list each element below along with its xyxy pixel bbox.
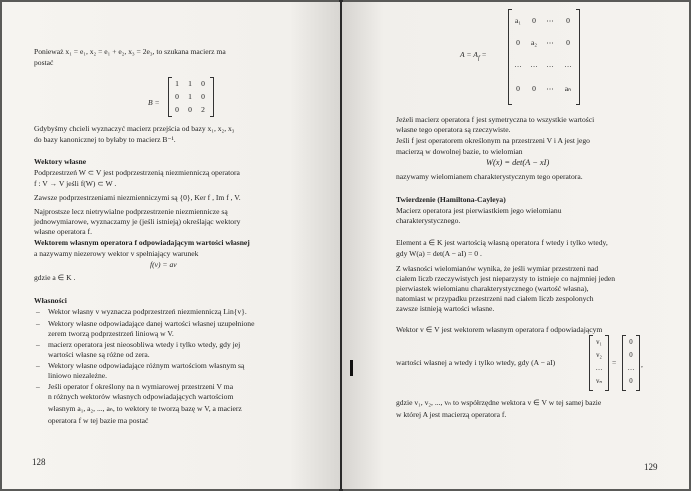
eigenvalue-text: gdy W(a) = det(A − aI) = 0 . xyxy=(396,249,482,258)
matrix-b-cell: 0 xyxy=(188,105,192,114)
matrix-b-label: B = xyxy=(148,98,160,107)
comma: , xyxy=(641,360,643,369)
bullet-dash: – xyxy=(36,319,40,328)
theorem-heading: Twierdzenie (Hamiltona-Cayleya) xyxy=(396,195,506,204)
eigen-text: a nazywamy niezerowy wektor v spełniający warunek xyxy=(34,249,199,258)
matrix-a-cell: … xyxy=(564,60,572,69)
property-item: operatora f w tej bazie ma postać xyxy=(48,416,149,425)
left-page xyxy=(2,2,340,489)
eigen-heading: Wektory własne xyxy=(34,157,87,166)
matrix-a-cell: 0 xyxy=(516,84,520,93)
matrix-a-cell: a₂ xyxy=(530,38,538,47)
symmetric-text: Jeśli f jest operatorem określonym na przestrzeni V i A jest jego xyxy=(396,136,590,145)
char-poly-text: nazywamy wielomianem charakterystycznym tego operatora. xyxy=(396,172,583,181)
matrix-a-cell: a₁ xyxy=(514,16,522,25)
matrix-a-cell: ⋯ xyxy=(546,84,554,93)
field-text: zawsze istnieją wartości własne. xyxy=(396,304,495,313)
vector-v-entry: … xyxy=(595,365,603,372)
after-b-line-2: do bazy kanonicznej to byłaby to macierz B⁻¹. xyxy=(34,135,176,144)
vector-v-entry: v₁ xyxy=(596,339,602,346)
property-item: n różnych wektorów własnych odpowiadających wartościom xyxy=(48,392,234,401)
property-item: Wektor własny v wyznacza podprzestrzeń niezmienniczą Lin{v}. xyxy=(48,307,247,316)
vector-v-entry: vₙ xyxy=(595,378,603,385)
bullet-dash: – xyxy=(36,361,40,370)
bullet-dash: – xyxy=(36,382,40,391)
matrix-a-subscript: f xyxy=(477,55,480,62)
symmetric-text: macierzą w dowolnej bazie, to wielomian xyxy=(396,147,523,156)
vector-v xyxy=(589,336,609,390)
vector-zero-entry: 0 xyxy=(629,378,633,385)
matrix-b-cell: 1 xyxy=(188,92,192,101)
matrix-b-cell: 0 xyxy=(201,79,205,88)
bullet-dash: – xyxy=(36,307,40,316)
page-number-left: 128 xyxy=(32,457,46,467)
intro-line-2: postać xyxy=(34,58,54,67)
end-text: gdzie v₁, v₂, ..., vₙ to współrzędne wektora v ∈ V w tej samej bazie xyxy=(396,398,602,407)
char-poly-formula: W(x) = det(A − xI) xyxy=(486,158,550,167)
end-text: w której A jest macierzą operatora f. xyxy=(396,410,507,419)
property-item: zerem tworzą podprzestrzeń liniową w V. xyxy=(48,329,174,338)
matrix-a-cell: … xyxy=(514,60,522,69)
binding-marker xyxy=(350,360,353,376)
bullet-dash: – xyxy=(36,340,40,349)
field-text: natomiast w przypadku przestrzeni nad ciałem liczb zespolonych xyxy=(396,294,594,303)
matrix-a-cell: 0 xyxy=(566,16,570,25)
matrix-a-cell: 0 xyxy=(532,84,536,93)
after-b-line-1: Gdybyśmy chcieli wyznaczyć macierz przejścia od bazy x₁, x₂, x₃ xyxy=(34,124,235,133)
symmetric-text: Jeżeli macierz operatora f jest symetryczna to wszystkie wartości xyxy=(396,115,595,124)
vector-v-entry: v₂ xyxy=(596,352,602,359)
matrix-a-cell: … xyxy=(530,60,538,69)
eigen-text: Zawsze podprzestrzeniami niezmienniczymi są {0}, Ker f , Im f , V. xyxy=(34,193,241,202)
right-page xyxy=(342,2,689,489)
matrix-b xyxy=(168,78,214,116)
matrix-b-cell: 0 xyxy=(175,92,179,101)
eigen-text: własne operatora f. xyxy=(34,227,92,236)
matrix-a-label-text: A = A xyxy=(460,50,478,59)
equals-sign: = xyxy=(612,358,617,367)
field-text: pierwiastek wielomianu charakterystycznego (wartość własna), xyxy=(396,284,589,293)
eigen-text: Wektorem własnym operatora f odpowiadającym wartości własnej xyxy=(34,238,250,247)
value-line: wartości własnej a wtedy i tylko wtedy, gdy (A − aI) xyxy=(396,358,556,367)
eigen-text: jednowymiarowe, wyznaczamy je (jeśli istnieją) określając wektory xyxy=(34,217,241,226)
vector-zero xyxy=(622,336,640,390)
property-item: liniowo niezależne. xyxy=(48,371,108,380)
matrix-a-cell: 0 xyxy=(566,38,570,47)
vector-zero-entry: … xyxy=(627,365,635,372)
vector-zero-entry: 0 xyxy=(629,352,633,359)
field-text: ciałem liczb rzeczywistych jest nieparzysty to istnieje co najmniej jeden xyxy=(396,274,616,283)
matrix-a xyxy=(508,10,580,104)
matrix-a-cell: ⋯ xyxy=(546,16,554,25)
matrix-b-cell: 1 xyxy=(175,79,179,88)
intro-line-1: Ponieważ x₁ = e₁, x₂ = e₁ + e₂, x₃ = 2e₃, to szukana macierz ma xyxy=(34,47,226,56)
eigen-text: Najprostsze lecz nietrywialne podprzestrzenie niezmiennicze są xyxy=(34,207,228,216)
property-item: wartości własne są różne od zera. xyxy=(48,350,150,359)
property-item: Wektory własne odpowiadające danej wartości własnej uzupełnione xyxy=(48,319,255,328)
property-item: Jeśli operator f określony na n wymiarowej przestrzeni V ma xyxy=(48,382,234,391)
vector-line: Wektor v ∈ V jest wektorem własnym operatora f odpowiadającym xyxy=(396,325,603,334)
matrix-b-cell: 1 xyxy=(188,79,192,88)
vector-zero-entry: 0 xyxy=(629,339,633,346)
page-number-right: 129 xyxy=(644,462,658,472)
properties-heading: Własności xyxy=(34,296,67,305)
matrix-b-cell: 0 xyxy=(175,105,179,114)
eigen-tail: gdzie a ∈ K . xyxy=(34,273,76,282)
property-item: Wektory własne odpowiadające różnym wartościom własnym są xyxy=(48,361,245,370)
eigenvalue-text: Element a ∈ K jest wartością własną operatora f wtedy i tylko wtedy, xyxy=(396,238,608,247)
eigen-text: Podprzestrzeń W ⊂ V jest podprzestrzenią niezmienniczą operatora xyxy=(34,168,240,177)
property-item: własnym a₁, a₂, ..., aₙ, to wektory te tworzą bazę w V, a macierz xyxy=(48,404,242,413)
field-text: Z własności wielomianów wynika, że jeśli wymiar przestrzeni nad xyxy=(396,264,599,273)
matrix-a-cell: 0 xyxy=(516,38,520,47)
eigen-text: f : V → V jeśli f(W) ⊂ W . xyxy=(34,179,117,188)
theorem-text: charakterystycznego. xyxy=(396,216,461,225)
theorem-text: Macierz operatora jest pierwiastkiem jego wielomianu xyxy=(396,206,562,215)
eigen-formula: f(v) = av xyxy=(150,260,177,269)
matrix-a-label: $A = A_f$ = xyxy=(460,50,487,62)
matrix-a-cell: 0 xyxy=(532,16,536,25)
matrix-b-cell: 2 xyxy=(201,105,205,114)
matrix-a-cell: aₙ xyxy=(564,84,572,93)
symmetric-text: własne tego operatora są rzeczywiste. xyxy=(396,125,511,134)
property-item: macierz operatora jest nieosobliwa wtedy i tylko wtedy, gdy jej xyxy=(48,340,241,349)
matrix-a-cell: … xyxy=(546,60,554,69)
matrix-a-cell: ⋯ xyxy=(546,38,554,47)
matrix-b-cell: 0 xyxy=(201,92,205,101)
